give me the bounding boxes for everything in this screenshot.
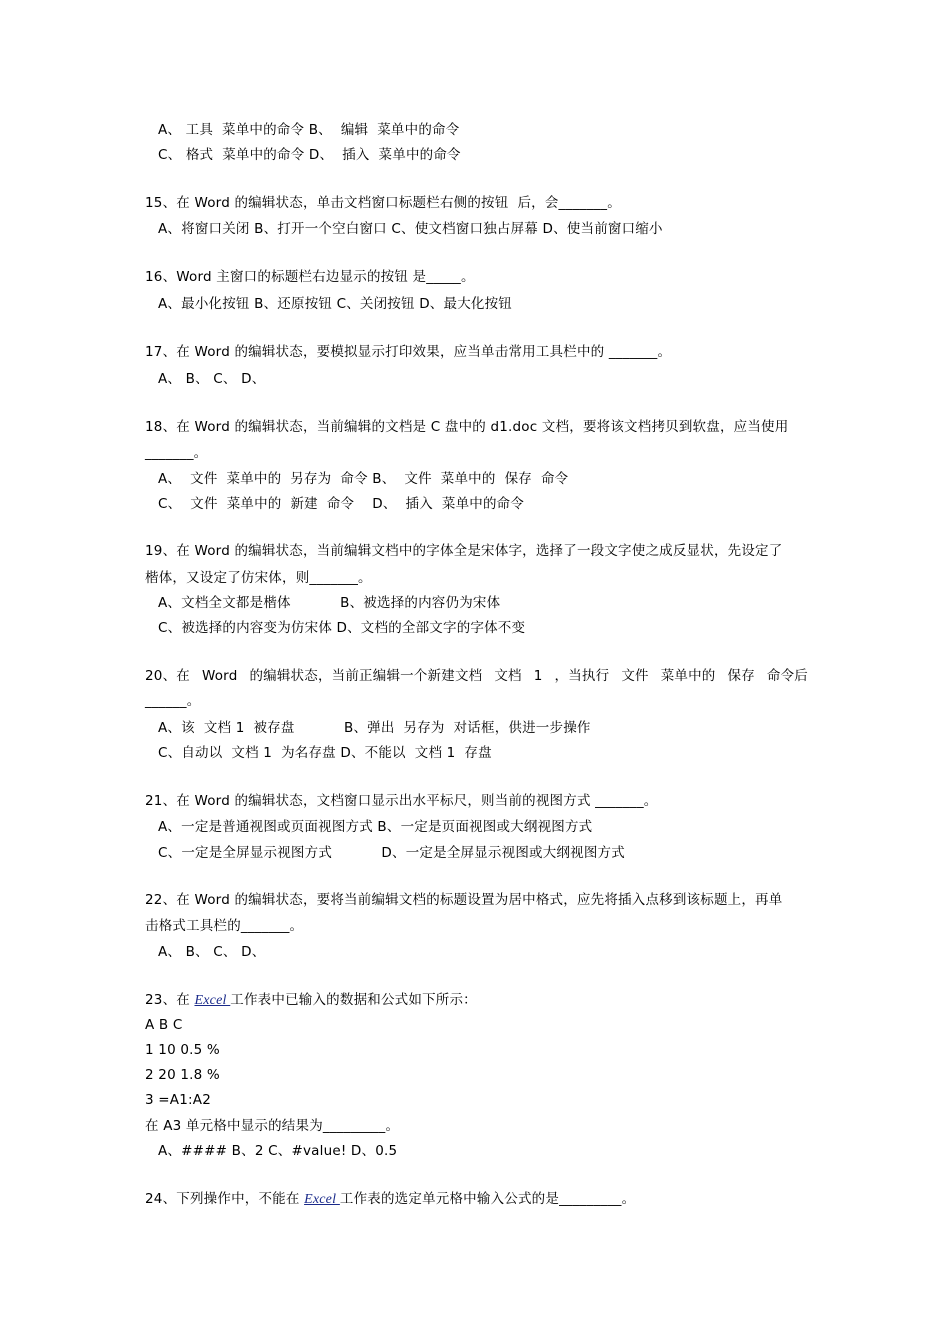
- question-16: 16、Word 主窗口的标题栏右边显示的按钮 是_____。: [145, 269, 475, 285]
- option-line: A、将窗口关闭 B、打开一个空白窗口 C、使文档窗口独占屏幕 D、使当前窗口缩小: [158, 221, 663, 237]
- table-row: A B C: [145, 1017, 183, 1033]
- question-23-suffix: 工作表中已输入的数据和公式如下所示：: [230, 992, 477, 1008]
- option-line: A、 工具 菜单中的命令 B、 编辑 菜单中的命令: [158, 122, 460, 138]
- question-20-continued: ______。: [145, 693, 201, 709]
- question-20-word: 文档: [494, 668, 522, 684]
- excel-link[interactable]: Excel: [304, 1192, 340, 1207]
- option-line: C、自动以 文档 1 为名存盘 D、不能以 文档 1 存盘: [158, 745, 492, 761]
- question-21: 21、在 Word 的编辑状态，文档窗口显示出水平标尺，则当前的视图方式 _______。: [145, 793, 658, 809]
- option-line: A、文档全文都是楷体 B、被选择的内容仍为宋体: [158, 595, 501, 611]
- option-line: A、最小化按钮 B、还原按钮 C、关闭按钮 D、最大化按钮: [158, 296, 512, 312]
- question-24: [145, 1190, 635, 1209]
- question-20-word: 的编辑状态，当前正编辑一个新建文档: [249, 668, 483, 684]
- question-19: 19、在 Word 的编辑状态，当前编辑文档中的字体全是宋体字，选择了一段文字使之成反显状，先设定了: [145, 543, 783, 559]
- option-line: C、 格式 菜单中的命令 D、 插入 菜单中的命令: [158, 147, 461, 163]
- question-23-continued: 在 A3 单元格中显示的结果为_________。: [145, 1118, 400, 1134]
- question-19-continued: 楷体，又设定了仿宋体，则_______。: [145, 570, 372, 586]
- question-18: 18、在 Word 的编辑状态，当前编辑的文档是 C 盘中的 d1.doc 文档，要将该文档拷贝到软盘，应当使用: [145, 419, 789, 435]
- excel-link[interactable]: Excel: [194, 993, 231, 1008]
- option-line: A、#### B、2 C、#value! D、0.5: [158, 1143, 398, 1159]
- table-row: 1 10 0.5 %: [145, 1042, 220, 1058]
- option-line: A、一定是普通视图或页面视图方式 B、一定是页面视图或大纲视图方式: [158, 819, 593, 835]
- question-17: 17、在 Word 的编辑状态，要模拟显示打印效果，应当单击常用工具栏中的 _______。: [145, 344, 672, 360]
- table-row: 3 =A1:A2: [145, 1092, 211, 1108]
- question-20-word: Word: [201, 668, 238, 684]
- question-20-word: 菜单中的: [660, 668, 716, 684]
- question-20-word: 保存: [727, 668, 755, 684]
- option-line: A、 B、 C、 D、: [158, 944, 266, 960]
- table-row: 2 20 1.8 %: [145, 1067, 220, 1083]
- option-line: C、被选择的内容变为仿宋体 D、文档的全部文字的字体不变: [158, 620, 526, 636]
- question-23-prefix: 23、在: [145, 992, 195, 1008]
- question-20: [145, 667, 808, 685]
- question-22: 22、在 Word 的编辑状态，要将当前编辑文档的标题设置为居中格式，应先将插入点移到该标题上，再单: [145, 892, 783, 908]
- option-line: A、 文件 菜单中的 另存为 命令 B、 文件 菜单中的 保存 命令: [158, 471, 569, 487]
- question-18-continued: _______。: [145, 445, 208, 461]
- question-20-word: 1: [533, 668, 543, 684]
- question-24-prefix: 24、下列操作中，不能在: [145, 1191, 305, 1207]
- option-line: C、 文件 菜单中的 新建 命令 D、 插入 菜单中的命令: [158, 496, 525, 512]
- question-20-word: 20、在: [145, 668, 190, 684]
- question-20-word: ，当执行: [554, 668, 610, 684]
- option-line: C、一定是全屏显示视图方式 D、一定是全屏显示视图或大纲视图方式: [158, 845, 625, 861]
- question-20-word: 文件: [621, 668, 649, 684]
- question-24-suffix: 工作表的选定单元格中输入公式的是_________。: [339, 1191, 636, 1207]
- question-23: [145, 991, 477, 1010]
- question-15: 15、在 Word 的编辑状态，单击文档窗口标题栏右侧的按钮 后，会_______。: [145, 195, 621, 211]
- option-line: A、该 文档 1 被存盘 B、弹出 另存为 对话框，供进一步操作: [158, 720, 591, 736]
- option-line: A、 B、 C、 D、: [158, 371, 266, 387]
- question-22-continued: 击格式工具栏的_______。: [145, 918, 304, 934]
- question-20-word: 命令后: [766, 668, 808, 684]
